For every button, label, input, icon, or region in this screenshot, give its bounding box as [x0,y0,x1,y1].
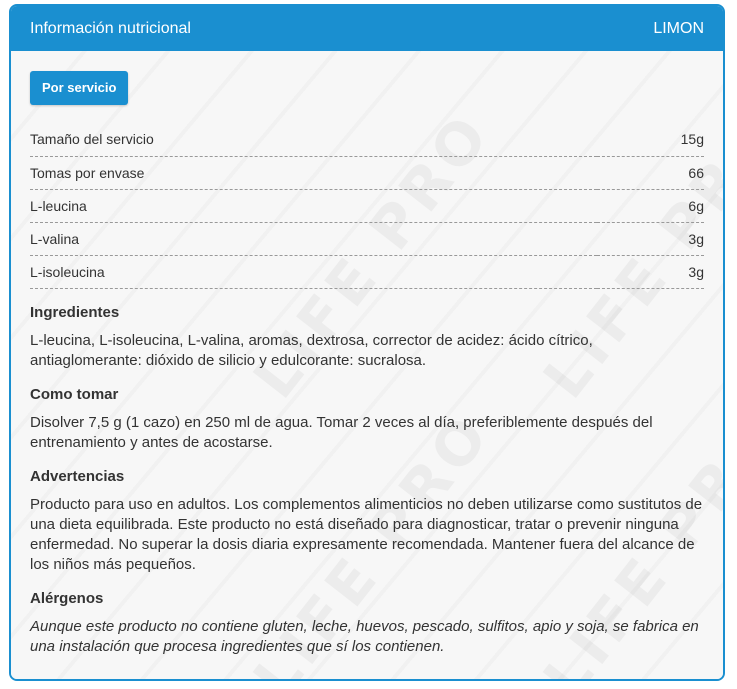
nutrition-row [30,156,704,189]
nutrition-value: 15g [597,123,704,156]
nutrition-row [30,123,704,156]
panel-body [11,51,723,681]
panel-title: Información nutricional [30,19,191,37]
allergens-text: Aunque este producto no contiene gluten, leche, huevos, pescado, sulfitos, apio y soja, se fabrica en una instalación que procesa ingredientes que sí los contienen. [30,617,699,655]
warnings-text: Producto para uso en adultos. Los complementos alimenticios no deben utilizarse como sustitutos de una dieta equilibrada. Este producto no está diseñado para diagnosticar, tratar o prevenir ninguna enfermedad. No superar la dosis diaria expresamente recomendada. Mantener fuera del alcance de los niños más pequeños. [30,495,703,573]
nutrition-label: Tamaño del servicio [30,123,597,156]
nutrition-label: L-isoleucina [30,255,597,288]
panel-content [11,51,723,657]
nutrition-row [30,255,704,288]
nutrition-value: 3g [597,222,704,255]
nutrition-label: Tomas por envase [30,156,597,189]
flavor-label: LIMON [653,19,704,37]
nutrition-value: 6g [597,189,704,222]
per-serving-button[interactable]: Por servicio [30,71,128,105]
nutrition-value: 3g [597,255,704,288]
nutrition-table [30,123,704,289]
allergens-section [30,590,704,657]
panel-header [11,6,723,51]
nutrition-row [30,189,704,222]
nutrition-row [30,222,704,255]
nutrition-value: 66 [597,156,704,189]
allergens-heading: Alérgenos [30,589,104,607]
nutrition-panel [9,4,725,681]
how-to-take-section [30,386,704,453]
how-to-take-text: Disolver 7,5 g (1 cazo) en 250 ml de agua. Tomar 2 veces al día, preferiblemente después del entrenamiento y antes de acostarse. [30,413,653,451]
warnings-heading: Advertencias [30,467,125,485]
ingredients-text: L-leucina, L-isoleucina, L-valina, aromas, dextrosa, corrector de acidez: ácido cítrico, antiaglomerante: dióxido de silicio y edulcorante: sucralosa. [30,331,593,369]
warnings-section [30,468,704,575]
nutrition-label: L-leucina [30,189,597,222]
ingredients-section [30,304,704,371]
nutrition-label: L-valina [30,222,597,255]
how-to-take-heading: Como tomar [30,385,119,403]
ingredients-heading: Ingredientes [30,303,120,321]
